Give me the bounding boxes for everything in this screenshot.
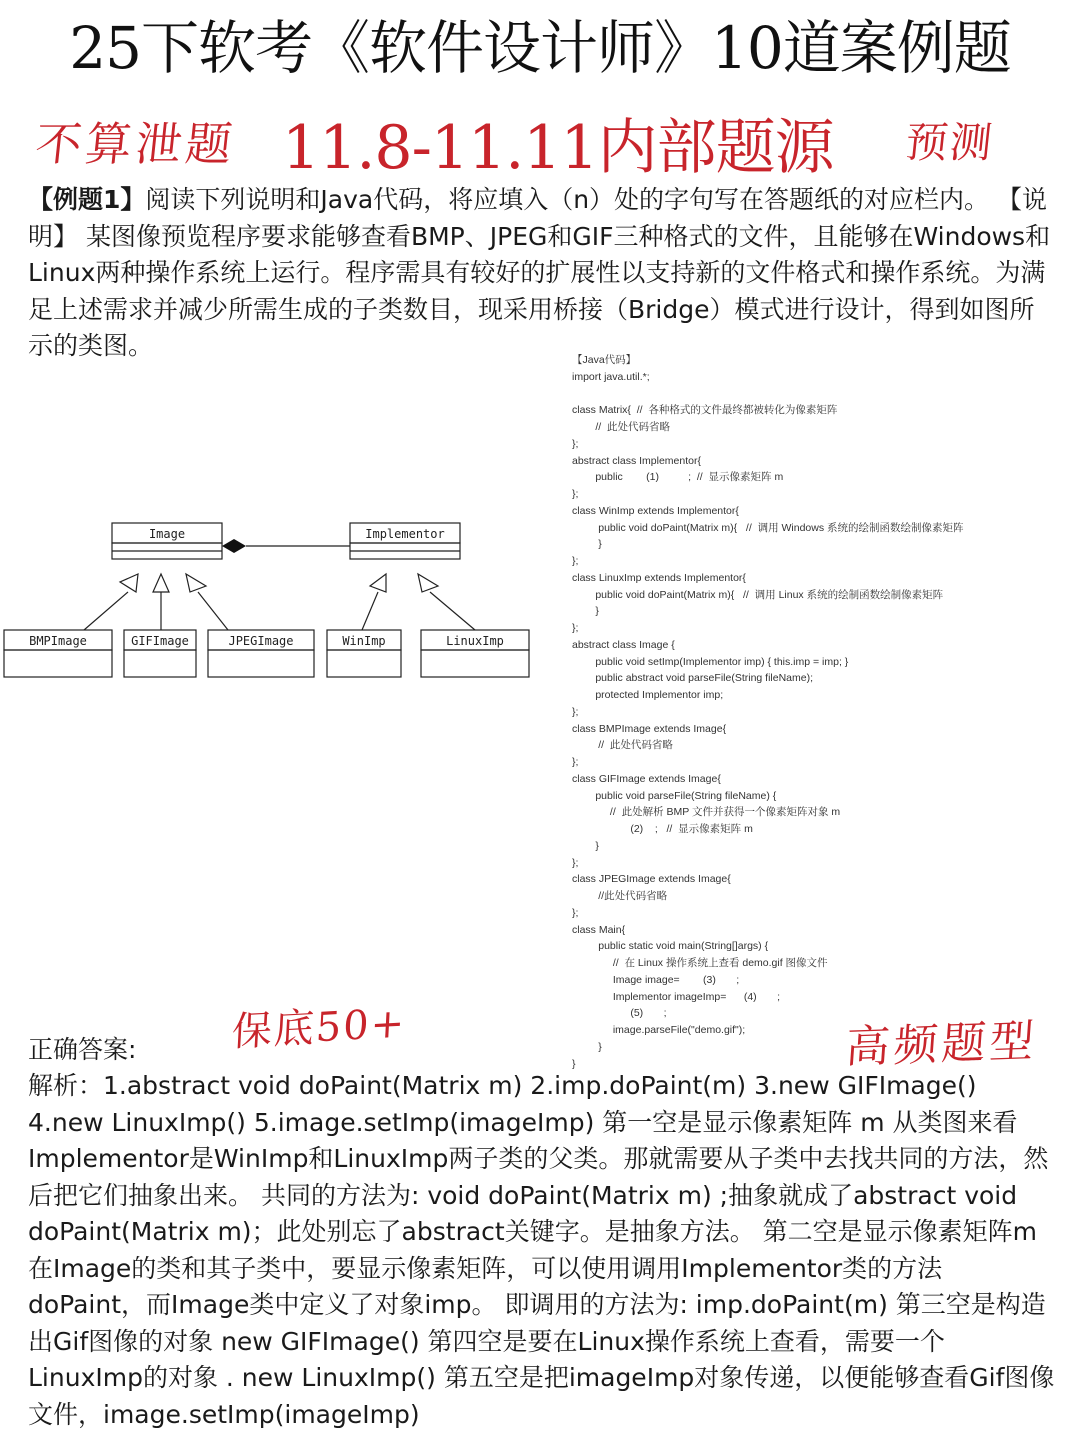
java-code-block [572,352,1042,1072]
code-line: class LinuxImp extends Implementor{ [572,571,746,584]
annotation-not-leak: 不算泄题 [32,117,239,171]
class-jpegimage: JPEGImage [228,634,294,648]
code-line: protected Implementor imp; [572,689,724,701]
question-text [28,182,1058,365]
annotation-guarantee: 保底50+ [230,1000,408,1056]
code-line: } [572,605,599,618]
annotation-prediction: 预测 [903,118,997,167]
code-line: }; [572,488,579,500]
code-line: public static void main(String[]args) { [572,940,769,953]
code-line: abstract class Implementor{ [572,454,701,467]
class-image: Image [148,527,186,541]
code-line: public void doPaint(Matrix m){ // 调用 Windows 系统的绘制函数绘制像素矩阵 [572,521,964,534]
code-line: } [572,538,602,551]
code-line: }; [572,705,579,718]
code-line: Implementor imageImp= (4) ; [572,990,781,1003]
code-line: // 此处代码省略 [572,739,673,752]
code-line: class WinImp extends Implementor{ [572,504,739,517]
code-line: public void parseFile(String fileName) { [572,789,777,802]
code-line: }; [572,856,579,869]
annotation-date-source: 11.8-11.11内部题源 [282,113,834,183]
annotation-high-frequency: 高频题型 [843,1015,1040,1074]
class-diagram [0,510,540,690]
composition-diamond [222,539,246,553]
code-line: } [572,839,599,852]
code-line: (2) ; // 显示像素矩阵 m [572,823,753,835]
class-winimp: WinImp [342,634,386,648]
question-body: 阅读下列说明和Java代码，将应填入（n）处的字句写在答题纸的对应栏内。 【说明】 某图像预览程序要求能够查看BMP、JPEG和GIF三种格式的文件，且能够在Windows和Linux两种操作系统上运行。程序需具有较好的扩展性以支持新的文件格式和操作系统。为满足上述需求并减少所需生成的子类数目，现采用桥接（Bridge）模式进行设计，得到如图所示的类图。 [28,185,1051,361]
class-bmpimage: BMPImage [29,634,87,648]
code-line: class BMPImage extends Image{ [572,722,727,735]
code-line: 【Java代码】 [572,354,637,366]
class-gifimage: GIFImage [131,634,189,648]
code-line: public void setImp(Implementor imp) { this.imp = imp; } [572,655,849,668]
code-line: }; [572,555,579,567]
page-title: 25下软考《软件设计师》10道案例题 [69,14,1011,82]
code-line: // 在 Linux 操作系统上查看 demo.gif 图像文件 [572,957,828,969]
class-linuximp: LinuxImp [446,634,504,648]
code-line: class JPEGImage extends Image{ [572,873,731,886]
code-line: } [572,1057,576,1070]
code-line: class GIFImage extends Image{ [572,772,721,785]
code-line: //此处代码省略 [572,890,668,902]
question-label: 【例题1】 [28,185,146,214]
code-line: (5) ; [572,1007,667,1020]
code-line: import java.util.*; [572,370,650,383]
analysis-text: 解析：1.abstract void doPaint(Matrix m) 2.imp.doPaint(m) 3.new GIFImage() 4.new LinuxImp() 5.image.setImp(imageImp) 第一空是显示像素矩阵 m 从类图来看Implementor是WinImp和LinuxImp两子类的父类。那就需要从子类中去找共同的方法，然后把它们抽象出来。 共同的方法为: void doPaint(Matrix m) ;抽象就成了abstract void doPaint(Matrix m)；此处别忘了abstract关键字。是抽象方法。 第二空是显示像素矩阵m 在Image的类和其子类中，要显示像素矩阵，可以使用调用Implementor类的方法doPaint，而Image类中定义了对象imp。 即调用的方法为: imp.doPaint(m) 第三空是构造出Gif图像的对象 new GIFImage() 第四空是要在Linux操作系统上查看，需要一个LinuxImp的对象 . new LinuxImp() 第五空是把imageImp对象传递，以便能够查看Gif图像文件，image.setImp(imageImp) [28,1071,1055,1429]
code-line: public void doPaint(Matrix m){ // 调用 Linux 系统的绘制函数绘制像素矩阵 [572,588,944,601]
code-line: image.parseFile("demo.gif"); [572,1024,746,1036]
code-line: }; [572,756,579,768]
code-line: }; [572,437,579,450]
code-line: class Matrix{ // 各种格式的文件最终都被转化为像素矩阵 [572,404,838,417]
code-line: // 此处代码省略 [572,421,671,433]
code-line: class Main{ [572,923,626,936]
class-implementor: Implementor [365,527,445,541]
code-line: // 此处解析 BMP 文件并获得一个像素矩阵对象 m [572,806,841,819]
code-line: }; [572,622,579,634]
code-line: Image image= (3) ; [572,973,740,986]
code-line: public abstract void parseFile(String fileName); [572,672,814,685]
answer-label: 正确答案: [28,1035,137,1064]
code-line: } [572,1040,602,1053]
code-line: public (1) ; // 显示像素矩阵 m [572,471,784,484]
code-line: abstract class Image { [572,638,675,651]
code-line: }; [572,906,579,919]
code-line [572,386,1042,403]
